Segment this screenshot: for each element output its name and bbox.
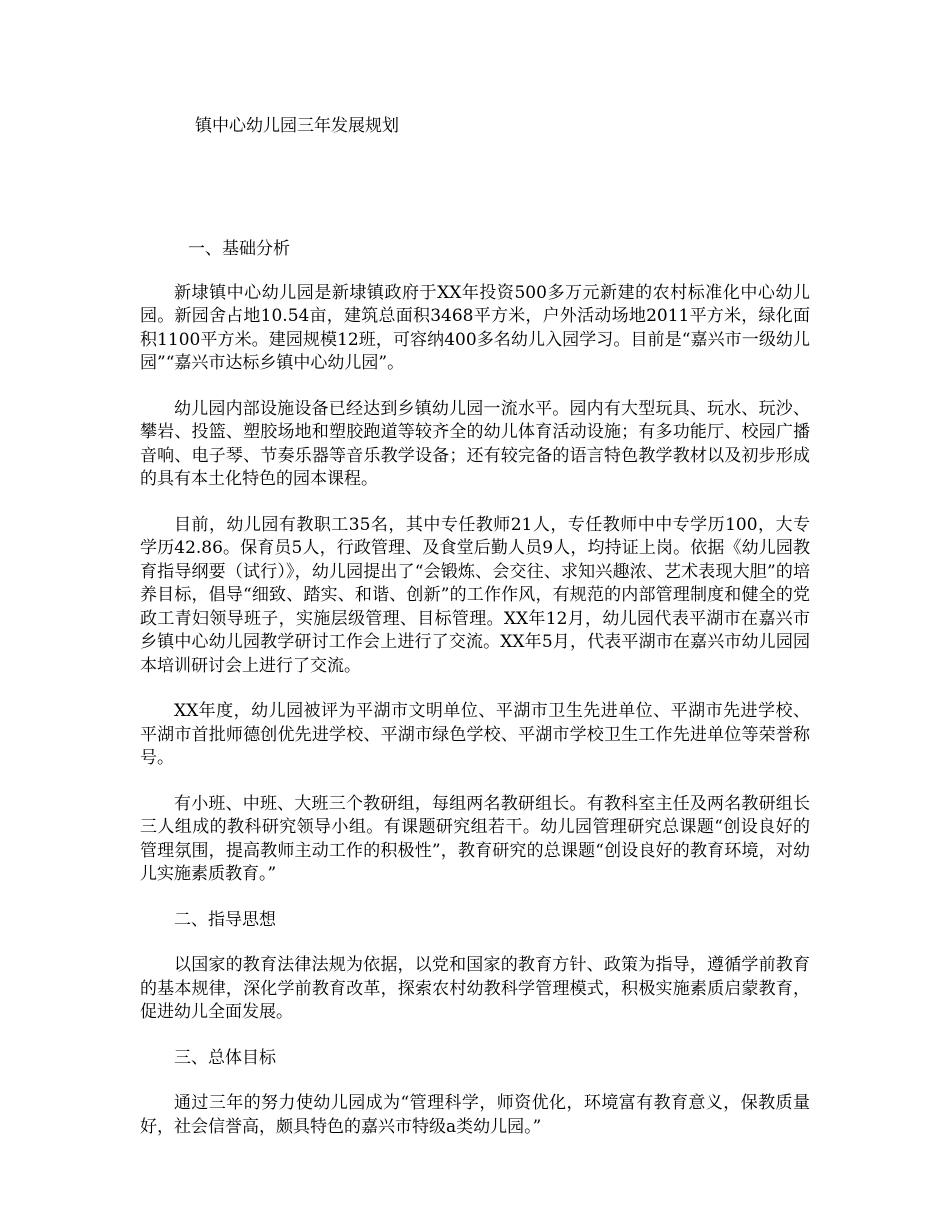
paragraph-honors: XX年度，幼儿园被评为平湖市文明单位、平湖市卫生先进单位、平湖市先进学校、平湖市首批师德创优先进学校、平湖市绿色学校、平湖市学校卫生工作先进单位等荣誉称号。	[140, 701, 810, 768]
section-heading-guiding-ideology: 二、指导思想	[174, 909, 276, 930]
paragraph-overall-goal: 通过三年的努力使幼儿园成为“管理科学，师资优化，环境富有教育意义，保教质量好，社会信誉高，颇具特色的嘉兴市特级a类幼儿园。”	[140, 1093, 810, 1137]
paragraph-kindergarten-overview: 新埭镇中心幼儿园是新埭镇政府于XX年投资500多万元新建的农村标准化中心幼儿园。新园舍占地10.54亩，建筑总面积3468平方米，户外活动场地2011平方米，绿化面积1100平方米。建园规模12班，可容纳400多名幼儿入园学习。目前是“嘉兴市一级幼儿园”“嘉兴市达标乡镇中心幼儿园”。	[140, 282, 810, 373]
document-title: 镇中心幼儿园三年发展规划	[195, 116, 399, 136]
section-heading-overall-goal: 三、总体目标	[174, 1047, 276, 1068]
paragraph-research-groups: 有小班、中班、大班三个教研组，每组两名教研组长。有教科室主任及两名教研组长三人组成的教科研究领导小组。有课题研究组若干。幼儿园管理研究总课题“创设良好的管理氛围，提高教师主动工作的积极性”，教育研究的总课题“创设良好的教育环境，对幼儿实施素质教育。”	[140, 793, 810, 884]
paragraph-guiding-ideology: 以国家的教育法律法规为依据，以党和国家的教育方针、政策为指导，遵循学前教育的基本规律，深化学前教育改革，探索农村幼教科学管理模式，积极实施素质启蒙教育，促进幼儿全面发展。	[140, 955, 810, 1022]
document-body	[140, 238, 810, 1139]
paragraph-facilities: 幼儿园内部设施设备已经达到乡镇幼儿园一流水平。园内有大型玩具、玩水、玩沙、攀岩、投篮、塑胶场地和塑胶跑道等较齐全的幼儿体育活动设施；有多功能厅、校园广播音响、电子琴、节奏乐器等音乐教学设备；还有较完备的语言特色教学教材以及初步形成的具有本土化特色的园本课程。	[140, 398, 810, 489]
section-heading-basic-analysis: 一、基础分析	[188, 239, 290, 259]
paragraph-staff-and-management: 目前，幼儿园有教职工35名，其中专任教师21人，专任教师中中专学历100，大专学历42.86。保育员5人，行政管理、及食堂后勤人员9人，均持证上岗。依据《幼儿园教育指导纲要（试行）》，幼儿园提出了“会锻炼、会交往、求知兴趣浓、艺术表现大胆”的培养目标，倡导“细致、踏实、和谐、创新”的工作作风，有规范的内部管理制度和健全的党政工青妇领导班子，实施层级管理、目标管理。XX年12月，幼儿园代表平湖市在嘉兴市乡镇中心幼儿园教学研讨工作会上进行了交流。XX年5月，代表平湖市在嘉兴市幼儿园园本培训研讨会上进行了交流。	[140, 514, 810, 676]
